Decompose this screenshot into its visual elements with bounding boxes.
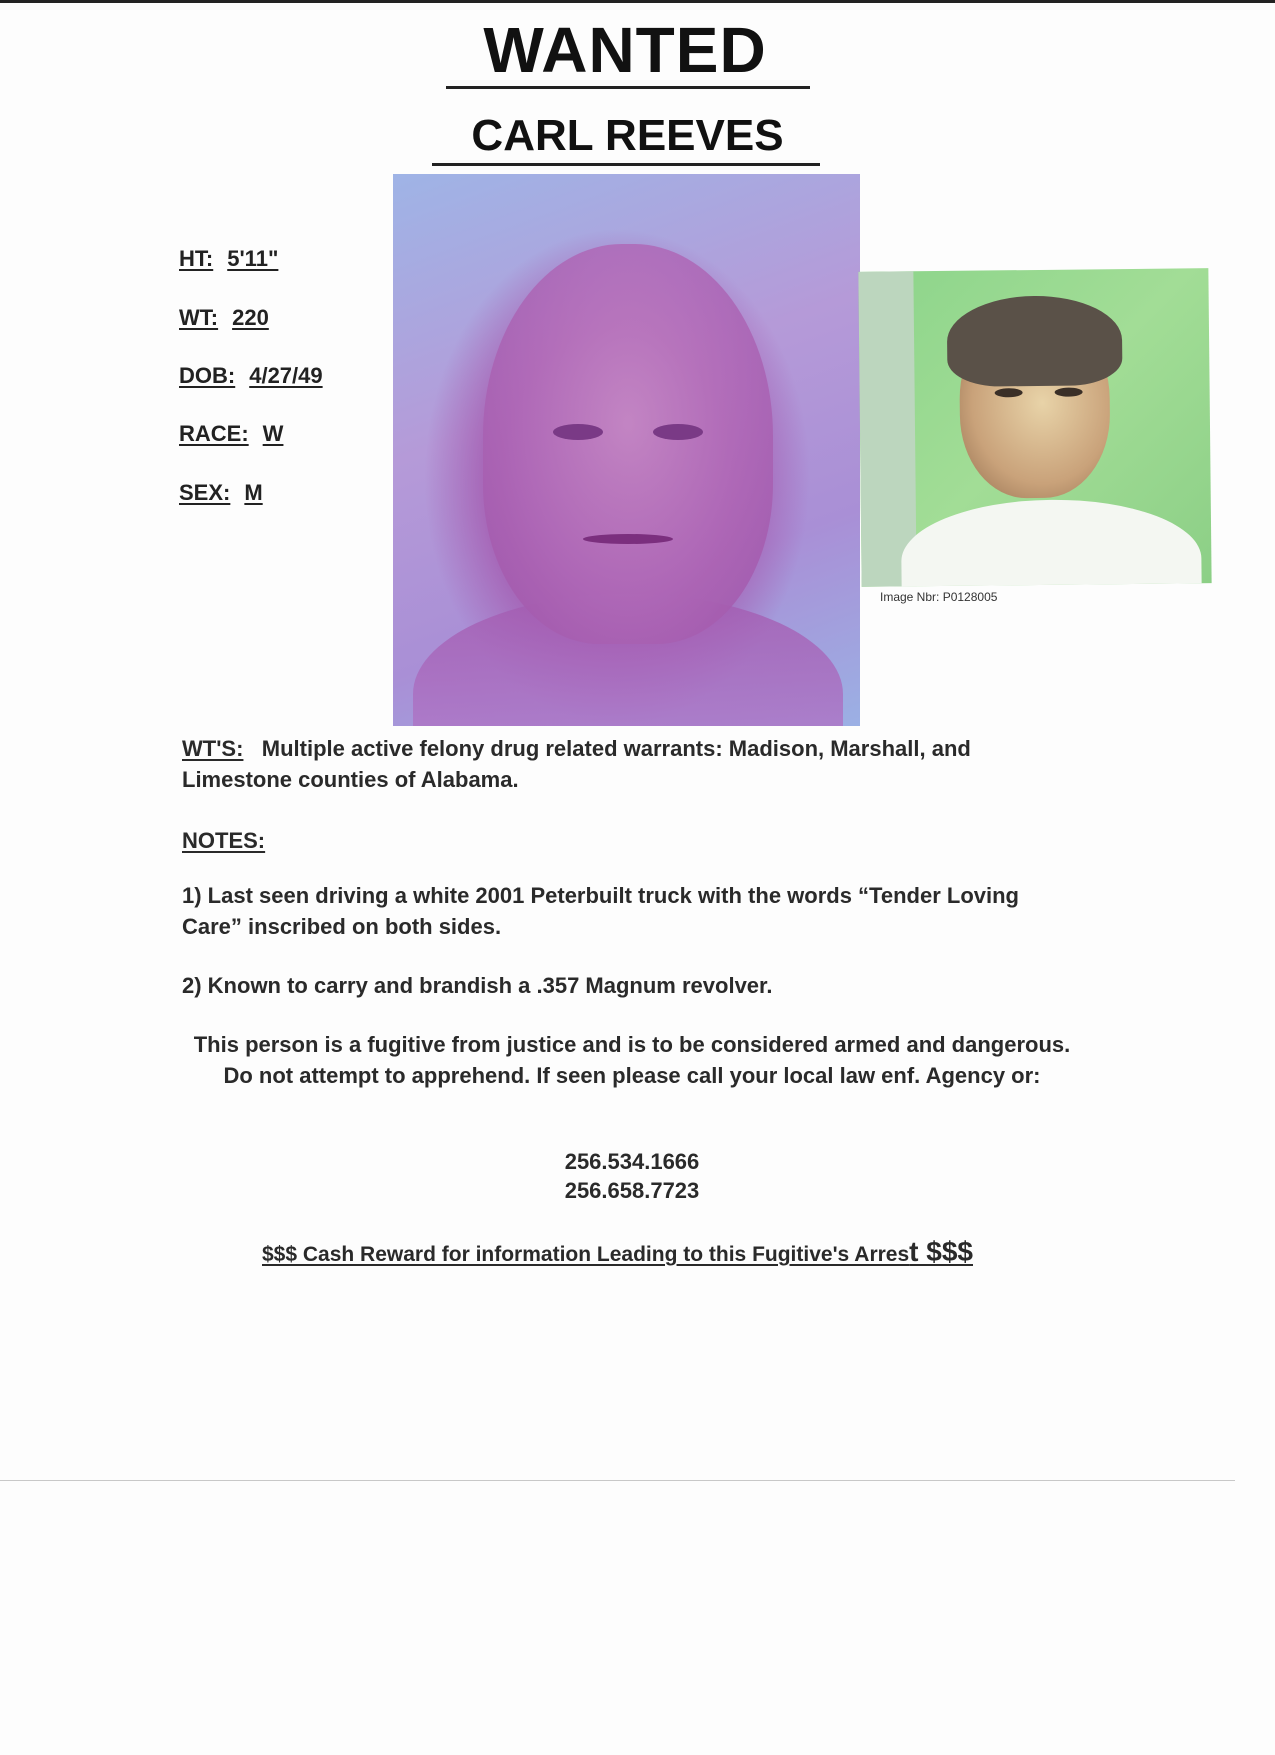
photo-license-face <box>483 244 773 644</box>
notes-label: NOTES: <box>182 828 266 853</box>
note-item-2: 2) Known to carry and brandish a .357 Magnum revolver. <box>182 973 773 998</box>
stat-weight-label: WT: <box>179 305 219 330</box>
stat-dob-value: 4/27/49 <box>249 363 323 388</box>
stat-race <box>179 421 283 447</box>
photo-mugshot-caption: Image Nbr: P0128005 <box>880 590 998 604</box>
warning-text: This person is a fugitive from justice and is to be considered armed and dangerous. Do not attempt to apprehend. If seen please call your local law enf. Agency or: <box>193 1032 1071 1088</box>
photo-mugshot <box>858 268 1211 587</box>
stat-height-value: 5'11" <box>227 246 279 271</box>
stat-sex <box>179 480 263 506</box>
stat-race-value: W <box>262 421 284 446</box>
stat-height <box>179 246 278 272</box>
warrants-label: WT'S: <box>182 736 244 761</box>
phone-number-1: 256.534.1666 <box>564 1149 700 1174</box>
fugitive-name: CARL REEVES <box>471 111 784 160</box>
note-item-1: 1) Last seen driving a white 2001 Peterbuilt truck with the words “Tender Loving Care” inscribed on both sides. <box>182 883 1019 939</box>
photo-mugshot-hair <box>947 295 1123 387</box>
warrants-section <box>182 733 1082 795</box>
stat-sex-value: M <box>244 480 263 505</box>
stat-dob-label: DOB: <box>179 363 236 388</box>
stat-race-label: RACE: <box>179 421 249 446</box>
reward-text: $$$ Cash Reward for information Leading to this Fugitive's Arres <box>262 1243 910 1266</box>
stat-height-label: HT: <box>179 246 214 271</box>
page-fold-line <box>0 1480 1235 1481</box>
stat-weight <box>179 305 269 331</box>
photo-mugshot-wall <box>858 271 916 587</box>
wanted-title: WANTED <box>483 14 767 86</box>
fugitive-name-underline <box>432 163 820 166</box>
stat-weight-value: 220 <box>232 305 269 330</box>
photo-license-mouth <box>583 534 673 544</box>
photo-license-eye-right <box>653 424 703 440</box>
photo-mugshot-torso <box>901 498 1202 587</box>
reward-line <box>140 1236 1095 1268</box>
stat-dob <box>179 363 323 389</box>
stat-sex-label: SEX: <box>179 480 231 505</box>
photo-license-eye-left <box>553 424 603 440</box>
warrants-text: Multiple active felony drug related warrants: Madison, Marshall, and Limestone counties of Alabama. <box>182 736 971 792</box>
page-top-edge <box>0 0 1275 3</box>
reward-text-end: t $$$ <box>909 1236 973 1267</box>
wanted-title-underline <box>446 86 810 89</box>
photo-license <box>393 174 860 726</box>
phone-number-2: 256.658.7723 <box>564 1178 700 1203</box>
